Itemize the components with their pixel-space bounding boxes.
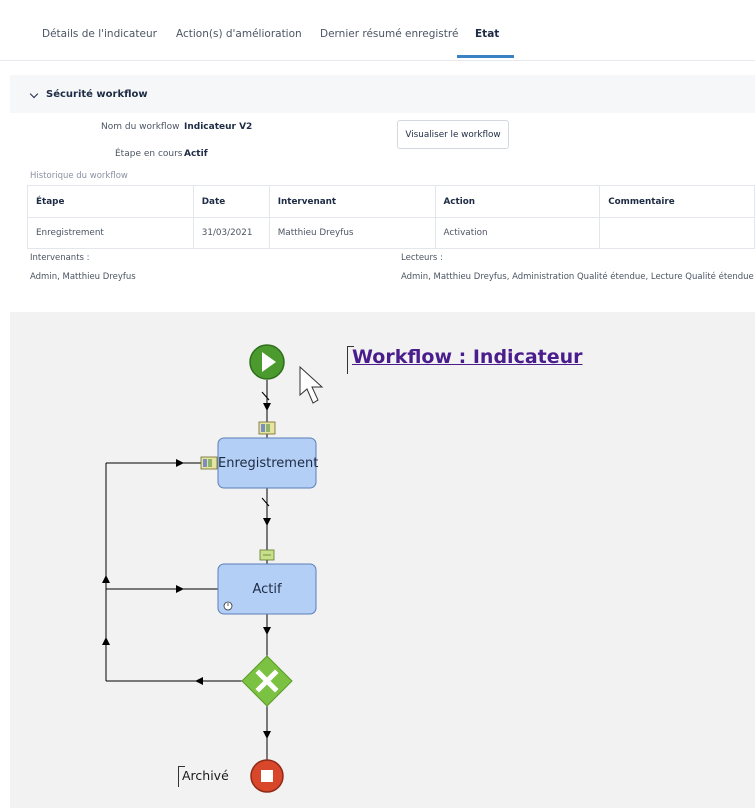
column-header-comment: Commentaire [600, 186, 755, 218]
cell-action: Activation [435, 218, 600, 249]
view-workflow-button[interactable]: Visualiser le workflow [397, 120, 509, 149]
message-icon [260, 550, 274, 560]
history-label: Historique du workflow [30, 171, 128, 181]
start-event[interactable] [250, 345, 284, 379]
column-header-date: Date [193, 186, 269, 218]
section-title[interactable]: Sécurité workflow [46, 89, 148, 100]
cell-participant: Matthieu Dreyfus [269, 218, 435, 249]
end-event[interactable] [251, 760, 283, 792]
column-header-action: Action [435, 186, 600, 218]
mouse-cursor-icon [300, 367, 322, 403]
current-step-value: Actif [184, 149, 208, 159]
task-label-enregistrement: Enregistrement [218, 456, 319, 471]
tab-last-summary[interactable]: Dernier résumé enregistré [320, 28, 459, 40]
script-icon [259, 422, 275, 434]
column-header-step: Étape [28, 186, 194, 218]
tab-etat[interactable]: Etat [475, 28, 500, 40]
participants-label: Intervenants : [30, 253, 90, 263]
exclusive-gateway[interactable] [242, 656, 292, 706]
workflow-name-label: Nom du workflow [101, 122, 180, 132]
workflow-title-link[interactable]: Workflow : Indicateur [352, 346, 583, 368]
cell-step: Enregistrement [28, 218, 194, 249]
script-icon [201, 457, 217, 469]
readers-label: Lecteurs : [401, 253, 443, 263]
participants-value: Admin, Matthieu Dreyfus [30, 272, 136, 282]
end-event-label: Archivé [182, 768, 229, 783]
default-flow-mark-1 [262, 392, 269, 400]
workflow-name-value: Indicateur V2 [184, 122, 253, 132]
task-label-actif: Actif [252, 582, 282, 597]
tab-indicator-details[interactable]: Détails de l'indicateur [42, 28, 157, 40]
stop-icon [261, 770, 273, 782]
tab-improvement-actions[interactable]: Action(s) d'amélioration [176, 28, 302, 40]
current-step-label: Étape en cours [115, 149, 183, 159]
default-flow-mark-2 [262, 498, 269, 506]
readers-value: Admin, Matthieu Dreyfus, Administration Qualité étendue, Lecture Qualité étendue [401, 272, 754, 282]
column-header-participant: Intervenant [269, 186, 435, 218]
cell-date: 31/03/2021 [193, 218, 269, 249]
